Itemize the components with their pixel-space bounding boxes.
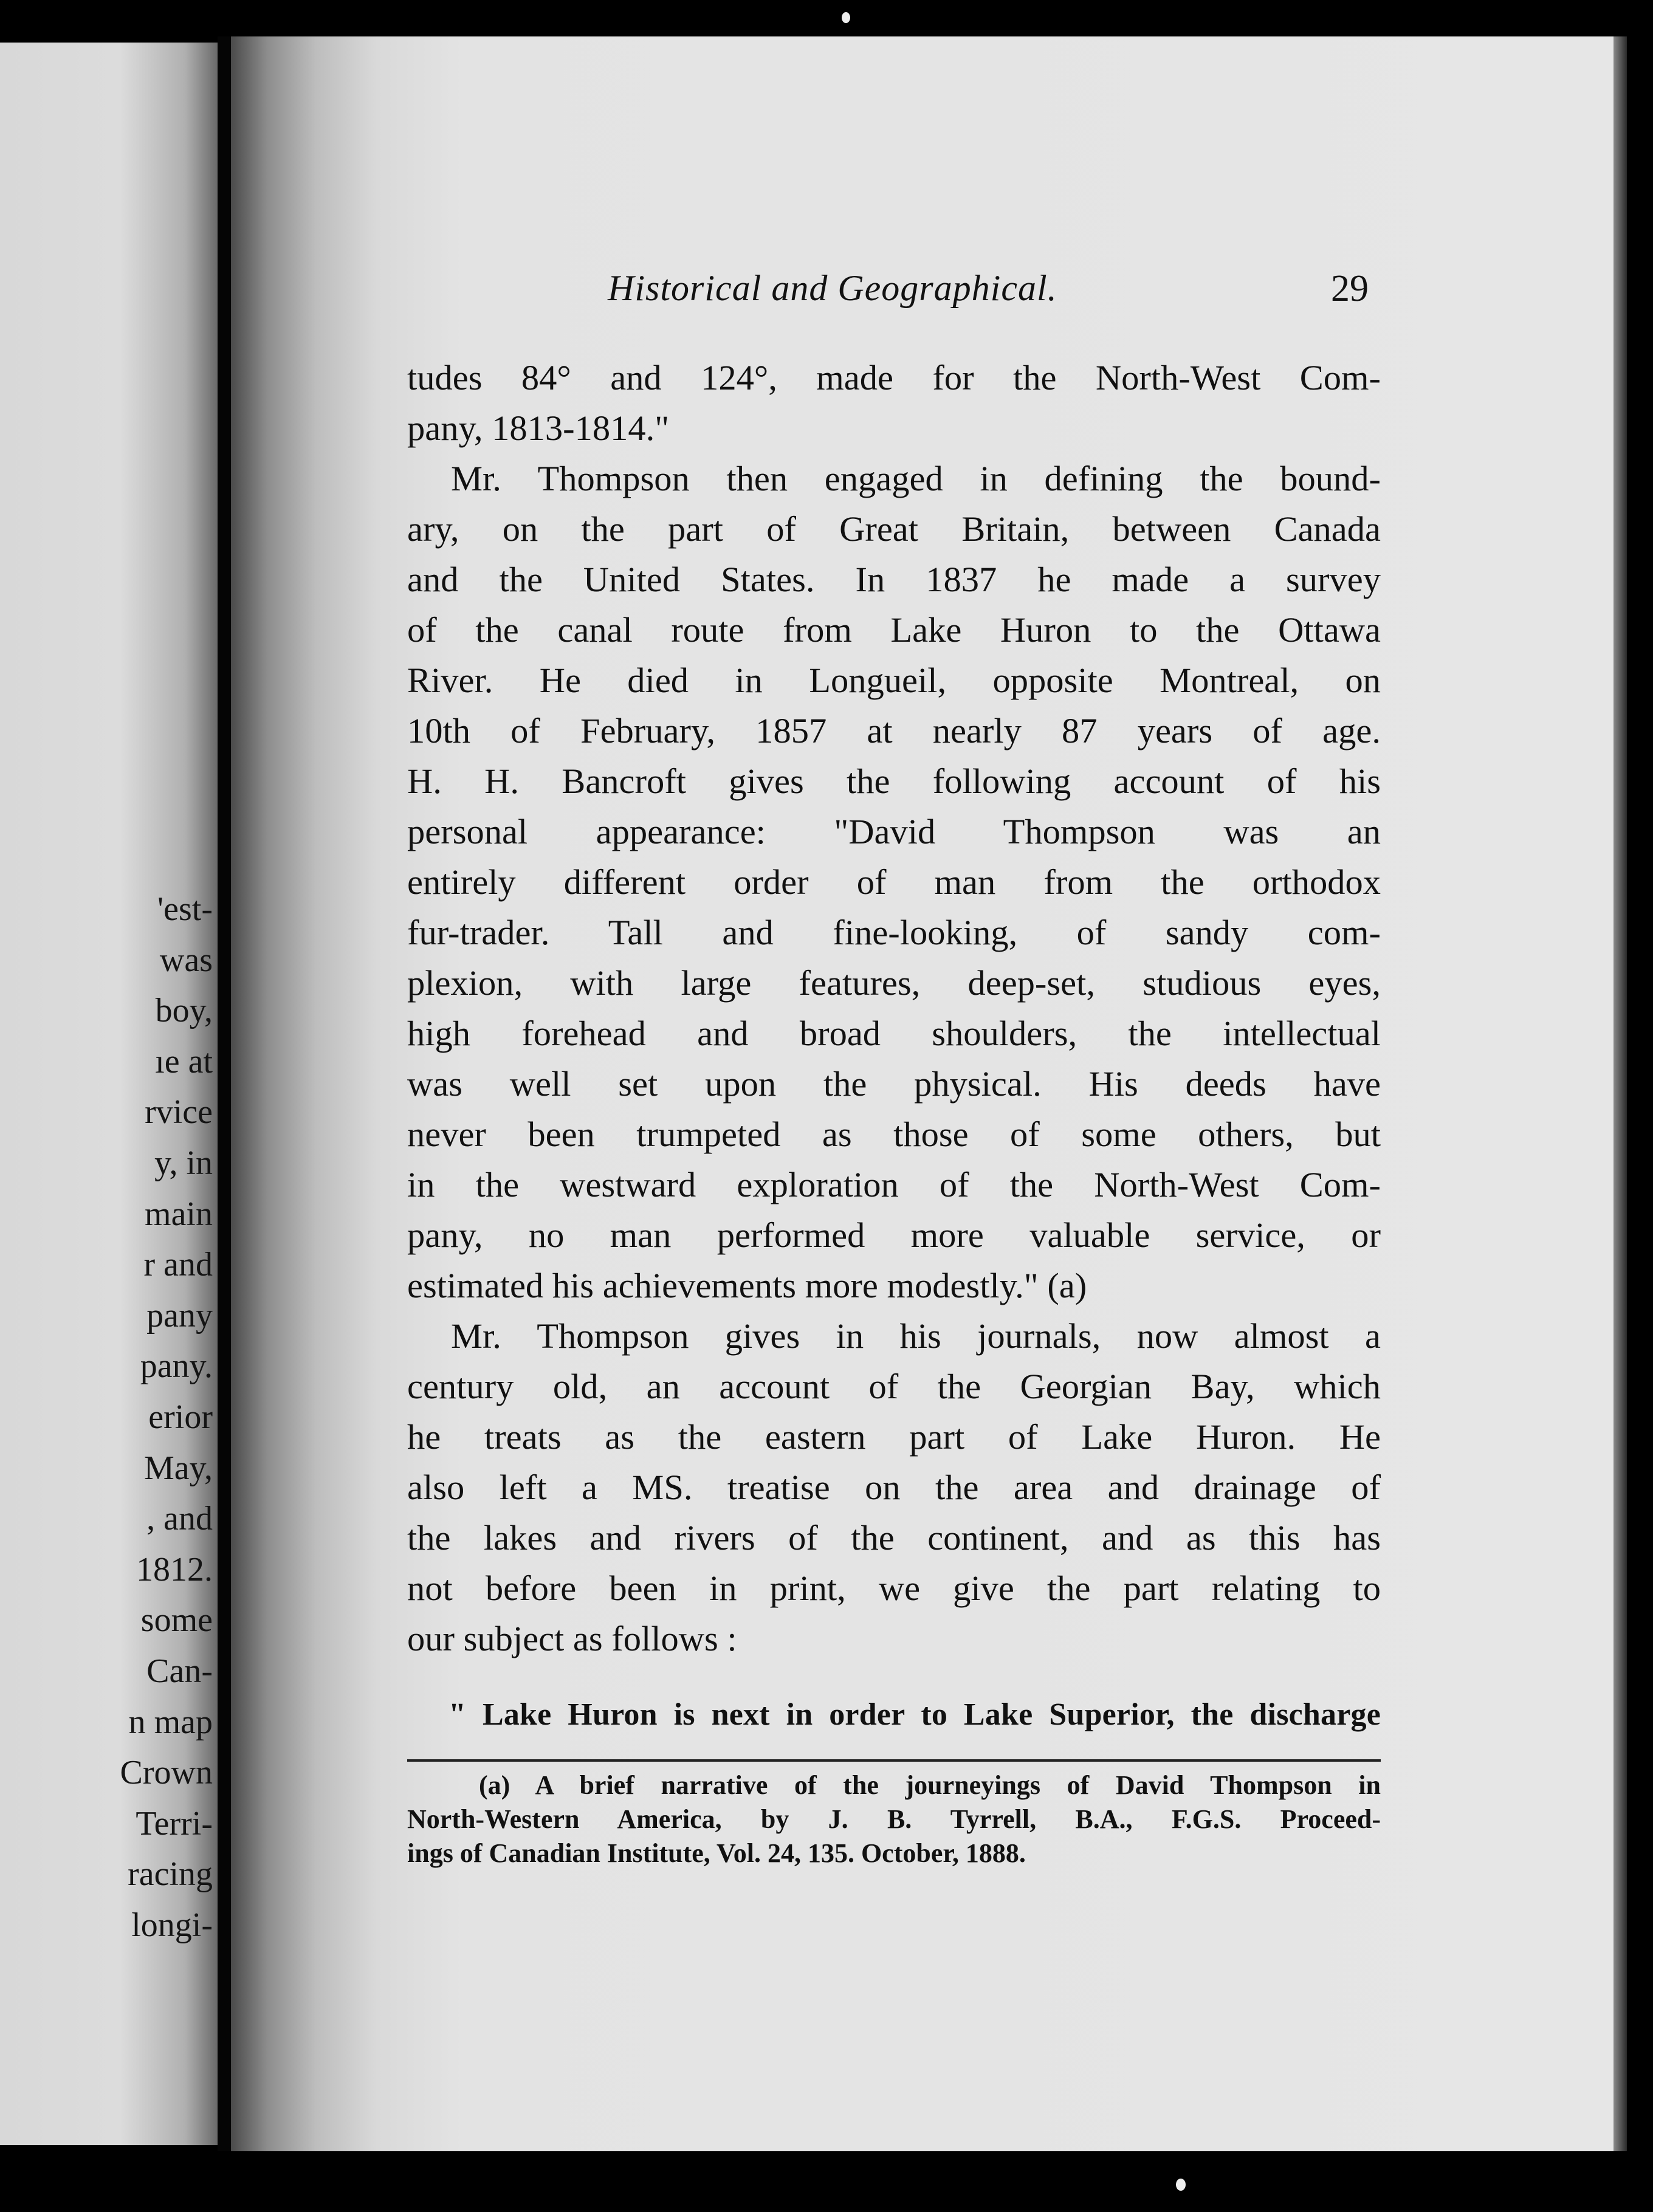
text-line: 10th of February, 1857 at nearly 87 years of age. (407, 711, 1381, 750)
left-fragment-line: May, (143, 1449, 213, 1487)
book-binding-gutter (218, 36, 231, 2151)
left-fragment-line: main (145, 1195, 213, 1233)
left-fragment-line: pany. (140, 1347, 213, 1386)
scan-speck (1176, 2179, 1186, 2191)
text-line: pany, no man performed more valuable service, or (407, 1215, 1381, 1255)
text-line: River. He died in Longueil, opposite Montreal, on (407, 661, 1381, 700)
paragraph (407, 1311, 1381, 1664)
text-line: pany, 1813-1814." (407, 408, 670, 448)
left-fragment-line: some (140, 1601, 213, 1640)
text-line: and the United States. In 1837 he made a survey (407, 560, 1381, 599)
paragraph (407, 352, 1381, 453)
text-line: never been trumpeted as those of some others, but (407, 1115, 1381, 1154)
text-line: was well set upon the physical. His deeds have (407, 1064, 1381, 1104)
left-fragment-line: racing (128, 1855, 213, 1894)
left-fragment-line: longi- (131, 1906, 213, 1944)
running-title: Historical and Geographical. (608, 268, 1057, 308)
footnote-rule (407, 1759, 1381, 1762)
text-line: ary, on the part of Great Britain, between Canada (407, 509, 1381, 549)
footnote (407, 1768, 1381, 1870)
running-header (608, 267, 1381, 322)
left-page-text-fragments (61, 884, 213, 1951)
text-line: of the canal route from Lake Huron to the Ottawa (407, 610, 1381, 650)
text-line: Mr. Thompson gives in his journals, now almost a (451, 1316, 1381, 1356)
left-fragment-line: 1812. (136, 1550, 213, 1589)
paragraph (407, 453, 1381, 1311)
text-line: plexion, with large features, deep-set, studious eyes, (407, 963, 1381, 1003)
body-text (407, 352, 1381, 1664)
text-line: Mr. Thompson then engaged in defining the bound- (451, 459, 1381, 498)
left-fragment-line: y, in (154, 1144, 213, 1182)
text-line: also left a MS. treatise on the area and drainage of (407, 1468, 1381, 1507)
text-line: our subject as follows : (407, 1619, 737, 1658)
left-fragment-line: Crown (120, 1754, 213, 1792)
footnote-line: (a) A brief narrative of the journeyings of David Thompson in (479, 1770, 1381, 1800)
facing-left-page (0, 43, 218, 2145)
left-fragment-line: ıe at (155, 1042, 213, 1080)
left-fragment-line: Can- (146, 1652, 213, 1690)
text-line: in the westward exploration of the North-West Com- (407, 1165, 1381, 1204)
left-fragment-line: n map (128, 1703, 213, 1741)
page-right-edge (1613, 36, 1627, 2151)
text-line: fur-trader. Tall and fine-looking, of sandy com- (407, 913, 1381, 952)
text-line: not before been in print, we give the part relating to (407, 1568, 1381, 1608)
text-line: entirely different order of man from the orthodox (407, 862, 1381, 902)
scan-speck (842, 12, 850, 23)
text-line: estimated his achievements more modestly." (a) (407, 1266, 1087, 1305)
left-fragment-line: Terri- (136, 1804, 213, 1843)
left-fragment-line: rvice (145, 1093, 213, 1132)
text-line: H. H. Bancroft gives the following account of his (407, 761, 1381, 801)
left-fragment-line: , and (146, 1500, 213, 1538)
left-fragment-line: boy, (155, 992, 213, 1030)
text-line: tudes 84° and 124°, made for the North-West Com- (407, 358, 1381, 397)
left-fragment-line: r and (143, 1246, 213, 1284)
left-fragment-line: pany (146, 1296, 213, 1334)
footnote-line: ings of Canadian Institute, Vol. 24, 135. October, 1888. (407, 1838, 1026, 1868)
left-fragment-line: was (159, 941, 213, 979)
page-number: 29 (1331, 268, 1369, 309)
text-line: he treats as the eastern part of Lake Huron. He (407, 1417, 1381, 1457)
left-fragment-line: erior (148, 1398, 213, 1436)
quotation-start-line: " Lake Huron is next in order to Lake Superior, the discharge (448, 1697, 1381, 1732)
text-line: the lakes and rivers of the continent, and as this has (407, 1518, 1381, 1558)
text-line: century old, an account of the Georgian Bay, which (407, 1367, 1381, 1406)
text-line: personal appearance: "David Thompson was an (407, 812, 1381, 851)
left-fragment-line: 'est- (157, 890, 213, 928)
footnote-line: North-Western America, by J. B. Tyrrell, B.A., F.G.S. Proceed- (407, 1804, 1381, 1834)
text-line: high forehead and broad shoulders, the intellectual (407, 1014, 1381, 1053)
